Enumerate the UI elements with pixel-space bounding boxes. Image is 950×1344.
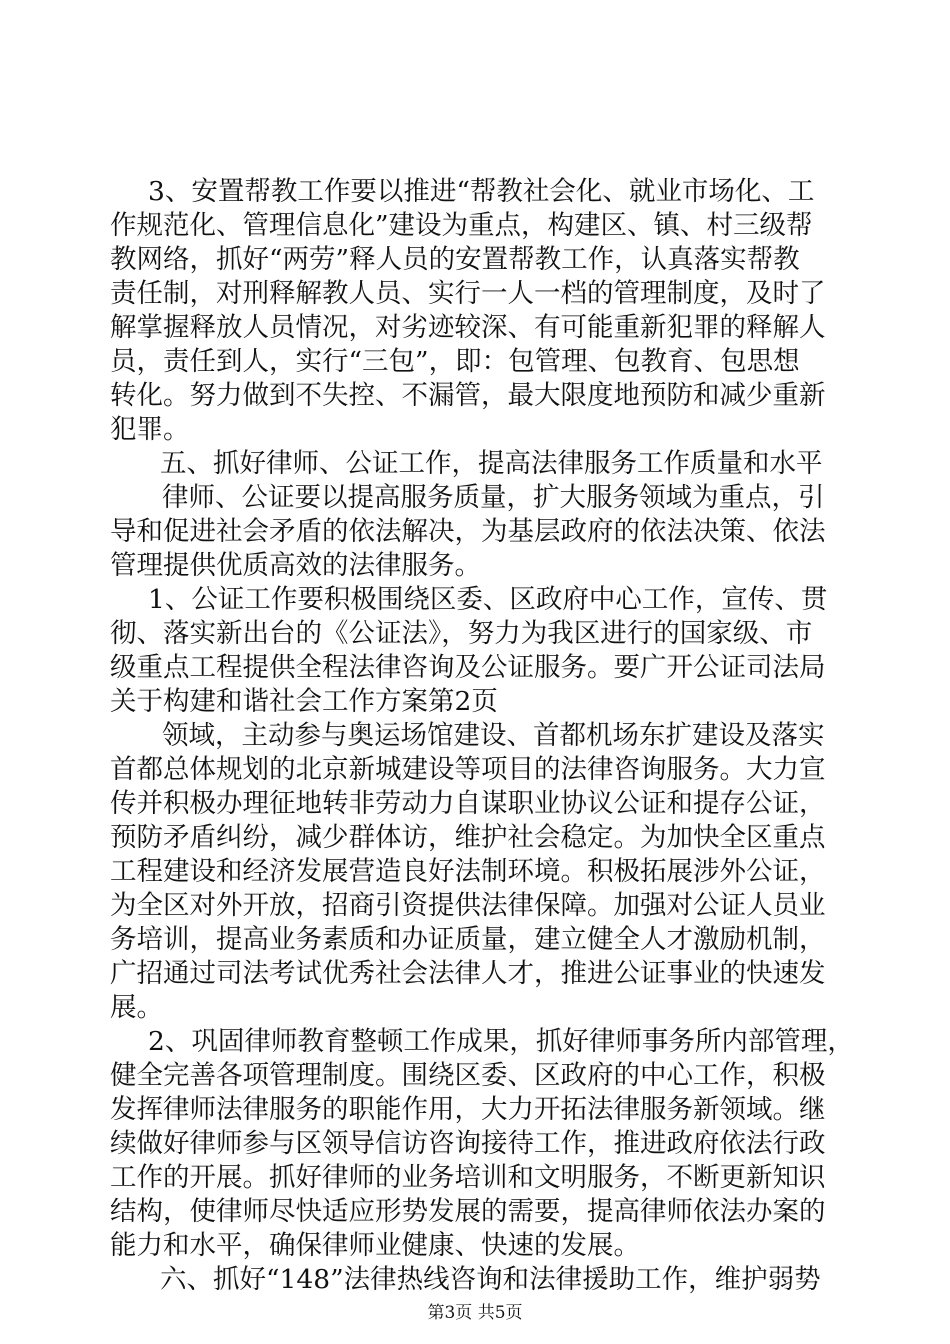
section-heading: 五、抓好律师、公证工作，提高法律服务工作质量和水平 <box>160 448 823 479</box>
text-line: 为全区对外开放，招商引资提供法律保障。加强对公证人员业 <box>110 890 826 921</box>
text-line: 展。 <box>110 992 163 1023</box>
text-line: 级重点工程提供全程法律咨询及公证服务。要广开公证司法局 <box>110 652 826 683</box>
text-line: 彻、落实新出台的《公证法》，努力为我区进行的国家级、市 <box>110 618 813 649</box>
text-line: 犯罪。 <box>110 414 190 445</box>
text-line: 关于构建和谐社会工作方案第2页 <box>110 686 498 717</box>
text-line: 教网络，抓好“两劳”释人员的安置帮教工作，认真落实帮教 <box>110 244 800 275</box>
text-line: 工作的开展。抓好律师的业务培训和文明服务，不断更新知识 <box>110 1162 826 1193</box>
text-line: 工程建设和经济发展营造良好法制环境。积极拓展涉外公证， <box>110 856 826 887</box>
text-line: 1、公证工作要积极围绕区委、区政府中心工作，宣传、贯 <box>148 584 828 615</box>
text-line: 转化。努力做到不失控、不漏管，最大限度地预防和减少重新 <box>110 380 826 411</box>
text-line: 3、安置帮教工作要以推进“帮教社会化、就业市场化、工 <box>148 176 815 207</box>
text-line: 管理提供优质高效的法律服务。 <box>110 550 481 581</box>
page-number-footer: 第3页 共5页 <box>427 1303 523 1323</box>
text-line: 作规范化、管理信息化”建设为重点，构建区、镇、村三级帮 <box>110 210 813 241</box>
text-line: 领域，主动参与奥运场馆建设、首都机场东扩建设及落实 <box>162 720 825 751</box>
text-line: 结构，使律师尽快适应形势发展的需要，提高律师依法办案的 <box>110 1196 826 1227</box>
text-line: 能力和水平，确保律师业健康、快速的发展。 <box>110 1230 640 1261</box>
text-line: 律师、公证要以提高服务质量，扩大服务领域为重点，引 <box>162 482 825 513</box>
text-line: 2、巩固律师教育整顿工作成果，抓好律师事务所内部管理， <box>148 1026 854 1057</box>
text-line: 首都总体规划的北京新城建设等项目的法律咨询服务。大力宣 <box>110 754 826 785</box>
text-line: 传并积极办理征地转非劳动力自谋职业协议公证和提存公证， <box>110 788 826 819</box>
text-line: 务培训，提高业务素质和办证质量，建立健全人才激励机制， <box>110 924 826 955</box>
text-line: 广招通过司法考试优秀社会法律人才，推进公证事业的快速发 <box>110 958 826 989</box>
text-line: 员，责任到人，实行“三包”，即：包管理、包教育、包思想 <box>110 346 800 377</box>
text-line: 导和促进社会矛盾的依法解决，为基层政府的依法决策、依法 <box>110 516 826 547</box>
text-line: 健全完善各项管理制度。围绕区委、区政府的中心工作，积极 <box>110 1060 826 1091</box>
section-heading: 六、抓好“148”法律热线咨询和法律援助工作，维护弱势 <box>160 1264 821 1295</box>
text-line: 续做好律师参与区领导信访咨询接待工作，推进政府依法行政 <box>110 1128 826 1159</box>
text-line: 预防矛盾纠纷，减少群体访，维护社会稳定。为加快全区重点 <box>110 822 826 853</box>
text-line: 责任制，对刑释解教人员、实行一人一档的管理制度，及时了 <box>110 278 826 309</box>
text-line: 解掌握释放人员情况，对劣迹较深、有可能重新犯罪的释解人 <box>110 312 826 343</box>
text-line: 发挥律师法律服务的职能作用，大力开拓法律服务新领域。继 <box>110 1094 826 1125</box>
